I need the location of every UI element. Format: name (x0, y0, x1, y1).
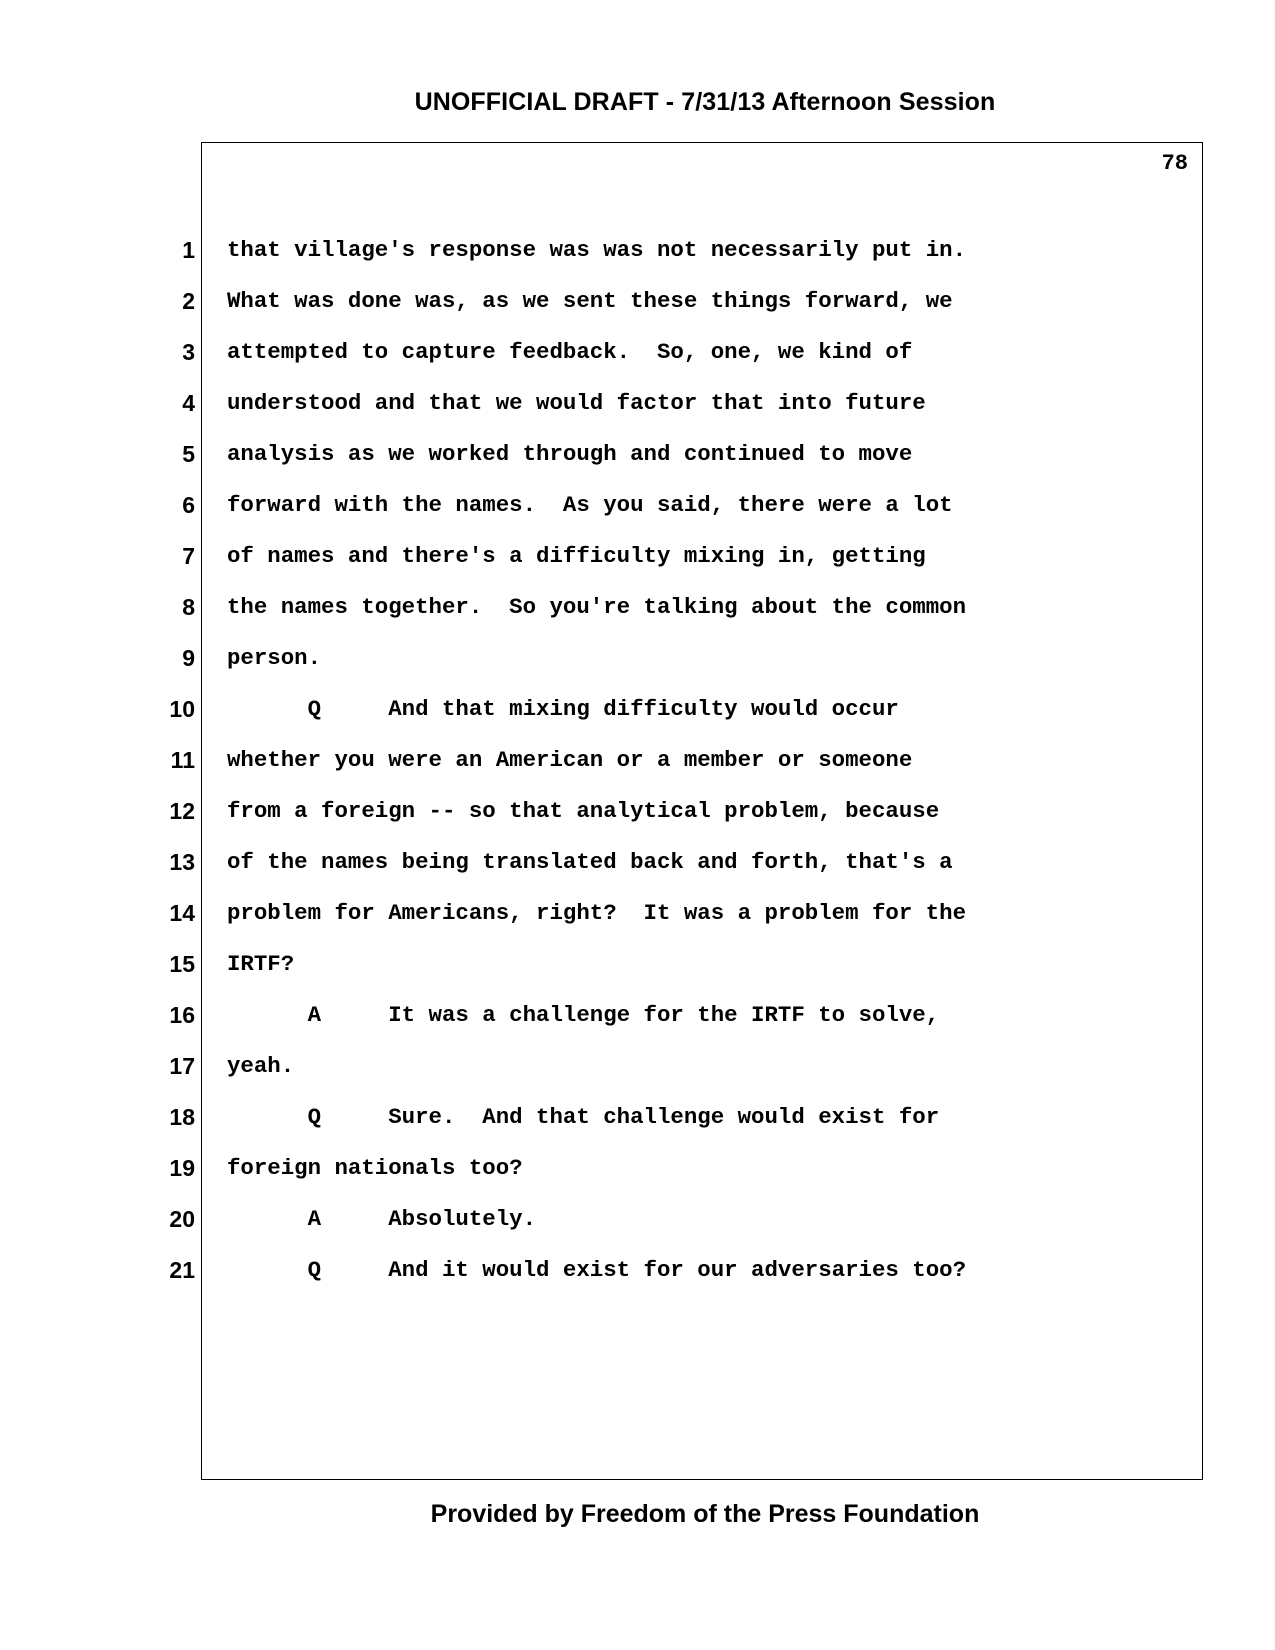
transcript-line (0, 235, 1275, 265)
line-number: 16 (169, 1002, 195, 1028)
transcript-line (0, 1153, 1275, 1183)
line-text: What was done was, as we sent these things forward, we (227, 288, 953, 314)
document-footer: Provided by Freedom of the Press Foundation (430, 1500, 980, 1528)
line-text: understood and that we would factor that into future (227, 390, 926, 416)
line-number: 19 (169, 1155, 195, 1181)
transcript-line (0, 1000, 1275, 1030)
line-text: attempted to capture feedback. So, one, we kind of (227, 339, 913, 365)
transcript-line (0, 1102, 1275, 1132)
line-number: 8 (182, 594, 195, 620)
transcript-line (0, 541, 1275, 571)
line-text: Q And it would exist for our adversaries too? (227, 1257, 967, 1283)
line-text: foreign nationals too? (227, 1155, 523, 1181)
transcript-line (0, 847, 1275, 877)
line-text: problem for Americans, right? It was a problem for the (227, 900, 967, 926)
line-number: 2 (182, 288, 195, 314)
line-number: 17 (169, 1053, 195, 1079)
transcript-line (0, 694, 1275, 724)
line-text: of names and there's a difficulty mixing in, getting (227, 543, 926, 569)
line-text: A Absolutely. (227, 1206, 537, 1232)
line-text: of the names being translated back and forth, that's a (227, 849, 953, 875)
transcript-line (0, 796, 1275, 826)
transcript-line (0, 286, 1275, 316)
line-text: forward with the names. As you said, there were a lot (227, 492, 953, 518)
line-number: 18 (169, 1104, 195, 1130)
line-text: from a foreign -- so that analytical problem, because (227, 798, 940, 824)
line-text: whether you were an American or a member or someone (227, 747, 913, 773)
line-text: that village's response was was not necessarily put in. (227, 237, 967, 263)
transcript-line (0, 1255, 1275, 1285)
transcript-line (0, 337, 1275, 367)
transcript-line (0, 592, 1275, 622)
transcript-line (0, 439, 1275, 469)
line-text: Q Sure. And that challenge would exist for (227, 1104, 940, 1130)
transcript-line (0, 490, 1275, 520)
line-text: A It was a challenge for the IRTF to solve, (227, 1002, 940, 1028)
line-number: 13 (169, 849, 195, 875)
transcript-line (0, 1051, 1275, 1081)
line-number: 15 (169, 951, 195, 977)
document-header-title: UNOFFICIAL DRAFT - 7/31/13 Afternoon Session (414, 88, 996, 116)
transcript-line (0, 898, 1275, 928)
transcript-line (0, 1204, 1275, 1234)
line-number: 9 (182, 645, 195, 671)
line-text: yeah. (227, 1053, 295, 1079)
line-number: 20 (169, 1206, 195, 1232)
line-text: analysis as we worked through and continued to move (227, 441, 913, 467)
line-number: 1 (182, 237, 195, 263)
line-number: 6 (182, 492, 195, 518)
line-text: person. (227, 645, 322, 671)
line-text: IRTF? (227, 951, 295, 977)
transcript-line (0, 643, 1275, 673)
line-number: 10 (169, 696, 195, 722)
transcript-line (0, 388, 1275, 418)
line-number: 21 (169, 1257, 195, 1283)
line-number: 11 (170, 747, 195, 773)
line-number: 12 (169, 798, 195, 824)
transcript-line (0, 949, 1275, 979)
line-number: 4 (182, 390, 195, 416)
line-number: 5 (182, 441, 195, 467)
line-number: 7 (182, 543, 195, 569)
line-text: the names together. So you're talking about the common (227, 594, 967, 620)
line-number: 3 (182, 339, 195, 365)
line-number: 14 (169, 900, 195, 926)
transcript-line (0, 745, 1275, 775)
page-number: 78 (1161, 151, 1188, 176)
line-text: Q And that mixing difficulty would occur (227, 696, 899, 722)
